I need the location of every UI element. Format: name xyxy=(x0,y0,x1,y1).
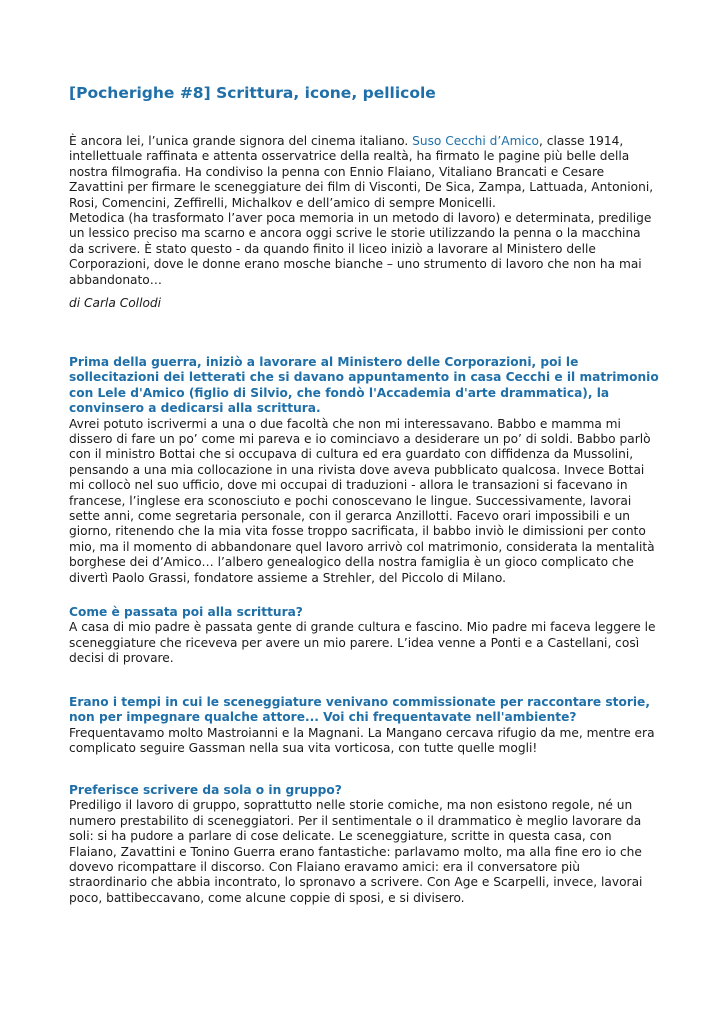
article-title: [Pocherighe #8] Scrittura, icone, pellicole xyxy=(69,84,436,102)
question-text: Come è passata poi alla scrittura? xyxy=(69,605,303,619)
qa-block-3 xyxy=(69,695,659,757)
answer-text: Avrei potuto iscrivermi a una o due facoltà che non mi interessavano. Babbo e mamma mi dissero di fare un po’ come mi pareva e io cominciavo a desiderare un po’ di soldi. Babbo parlò con il ministro Bottai che si occupava di cultura ed era guardato con diffidenza da Mussolini, pensando a una mia collocazione in una rivista dove aveva pubblicato qualcosa. Invece Bottai mi collocò nel suo ufficio, dove mi occupai di traduzioni - allora le transazioni si facevano in francese, l’inglese era sconosciuto e pochi conoscevano le lingue. Successivamente, lavorai sette anni, come segretaria personale, con il gerarca Anzillotti. Facevo orari impossibili e un giorno, ritenendo che la mia vita fosse troppo sacrificata, il babbo inviò le dimissioni per conto mio, ma il momento di abbandonare quel lavoro arrivò col matrimonio, considerata la mentalità borghese dei d’Amico… l’albero genealogico della nostra famiglia è un gioco complicato che divertì Paolo Grassi, fondatore assieme a Strehler, del Piccolo di Milano. xyxy=(69,416,655,585)
author-byline: di Carla Collodi xyxy=(69,296,162,310)
qa-block-2 xyxy=(69,605,659,667)
intro-rest: , classe 1914, intellettuale raffinata e attenta osservatrice della realtà, ha firmato le pagine più belle della nostra filmografia. Ha condiviso la penna con Ennio Flaiano, Vitaliano Brancati e Cesare Zavattini per firmare le sceneggiature dei film di Visconti, De Sica, Zampa, Lattuada, Antonioni, Rosi, Comencini, Zeffirelli, Michalkov e dell’amico di sempre Monicelli. xyxy=(69,134,654,210)
intro-lead: È ancora lei, l’unica grande signora del cinema italiano. xyxy=(69,134,413,148)
question-text: Erano i tempi in cui le sceneggiature venivano commissionate per raccontare storie, non per impegnare qualche attore... Voi chi frequentavate nell'ambiente? xyxy=(69,695,650,725)
intro-section xyxy=(69,134,659,288)
question-text: Preferisce scrivere da sola o in gruppo? xyxy=(69,783,342,797)
question-text: Prima della guerra, iniziò a lavorare al Ministero delle Corporazioni, poi le sollecitazioni dei letterati che si davano appuntamento in casa Cecchi e il matrimonio con Lele d'Amico (figlio di Silvio, che fondò l'Accademia d'arte drammatica), la convinsero a dedicarsi alla scrittura. xyxy=(69,355,659,416)
intro-paragraph xyxy=(69,134,659,211)
answer-text: A casa di mio padre è passata gente di grande cultura e fascino. Mio padre mi faceva leggere le sceneggiature che riceveva per avere un mio parere. L’idea venne a Ponti e a Castellani, così decisi di provare. xyxy=(69,620,656,666)
answer-text: Frequentavamo molto Mastroianni e la Magnani. La Mangano cercava rifugio da me, mentre era complicato seguire Gassman nella sua vita vorticosa, con tutte quelle mogli! xyxy=(69,725,655,756)
answer-text: Prediligo il lavoro di gruppo, soprattutto nelle storie comiche, ma non esistono regole, né un numero prestabilito di sceneggiatori. Per il sentimentale o il drammatico è meglio lavorare da soli: si ha pudore a parlare di cose delicate. Le sceneggiature, scritte in questa casa, con Flaiano, Zavattini e Tonino Guerra erano fantastiche: parlavamo molto, ma alla fine ero io che dovevo ricompattare il discorso. Con Flaiano eravamo amici: era il conversatore più straordinario che abbia incontrato, lo spronavo a scrivere. Con Age e Scarpelli, invece, lavorai poco, battibeccavano, come alcune coppie di sposi, e si divisero. xyxy=(69,798,643,905)
qa-block-1 xyxy=(69,355,659,586)
intro-second-paragraph: Metodica (ha trasformato l’aver poca memoria in un metodo di lavoro) e determinata, predilige un lessico preciso ma scarno e ancora oggi scrive le storie utilizzando la penna o la macchina da scrivere. È stato questo - da quando finito il liceo iniziò a lavorare al Ministero delle Corporazioni, dove le donne erano mosche bianche – uno strumento di lavoro che non ha mai abbandonato… xyxy=(69,211,652,287)
suso-cecchi-link[interactable]: Suso Cecchi d’Amico xyxy=(412,134,540,148)
qa-block-4 xyxy=(69,783,659,906)
